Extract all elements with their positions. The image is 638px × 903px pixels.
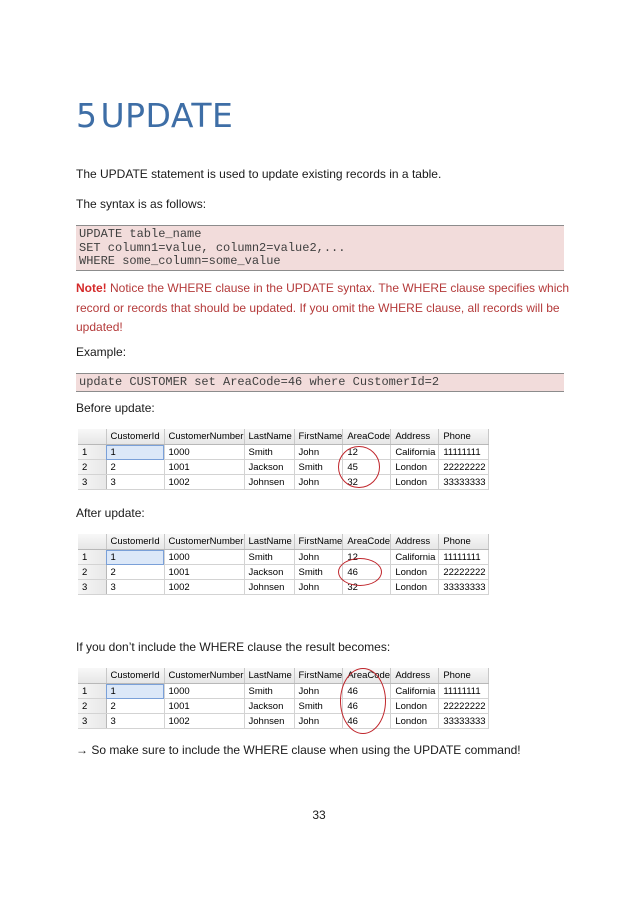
grid-cell[interactable]: 33333333 — [439, 580, 489, 595]
grid-cell[interactable]: 22222222 — [439, 460, 489, 475]
example-code-block — [76, 373, 564, 392]
example-label: Example: — [76, 345, 127, 359]
note-paragraph — [76, 279, 576, 338]
grid-cell[interactable]: 1 — [106, 684, 164, 699]
grid-column-header[interactable]: CustomerId — [106, 668, 164, 684]
grid-cell[interactable]: 1002 — [164, 580, 244, 595]
grid-cell[interactable]: Smith — [294, 699, 343, 714]
highlight-circle — [338, 558, 382, 586]
grid-cell[interactable]: Jackson — [244, 699, 294, 714]
grid-row[interactable] — [78, 550, 489, 565]
grid-cell[interactable]: London — [391, 714, 439, 729]
grid-cell[interactable]: California — [391, 550, 439, 565]
grid-column-header[interactable]: Address — [391, 668, 439, 684]
grid-cell[interactable]: Smith — [244, 550, 294, 565]
grid-row-number[interactable]: 2 — [78, 699, 106, 714]
syntax-code-line: SET column1=value, column2=value2,... — [79, 240, 346, 255]
grid-cell[interactable]: 22222222 — [439, 565, 489, 580]
grid-corner-header — [78, 429, 106, 445]
highlight-circle — [338, 446, 380, 488]
grid-row[interactable] — [78, 460, 489, 475]
grid-cell[interactable]: 2 — [106, 565, 164, 580]
grid-cell[interactable]: Johnsen — [244, 714, 294, 729]
grid-row[interactable] — [78, 565, 489, 580]
grid-cell[interactable]: California — [391, 445, 439, 460]
grid-column-header[interactable]: CustomerNumber — [164, 668, 244, 684]
grid-cell[interactable]: London — [391, 475, 439, 490]
grid-row-number[interactable]: 1 — [78, 550, 106, 565]
grid-cell[interactable]: 3 — [106, 580, 164, 595]
grid-cell[interactable]: John — [294, 550, 343, 565]
section-heading — [76, 96, 233, 135]
grid-row-number[interactable]: 2 — [78, 565, 106, 580]
grid-column-header[interactable]: Phone — [439, 429, 489, 445]
section-number: 5 — [76, 96, 98, 135]
grid-cell[interactable]: 11111111 — [439, 445, 489, 460]
grid-corner-header — [78, 534, 106, 550]
grid-row[interactable] — [78, 714, 489, 729]
after-update-result-grid — [78, 534, 489, 595]
grid-cell[interactable]: 12 — [343, 445, 391, 460]
grid-cell[interactable]: 1000 — [164, 550, 244, 565]
grid-cell[interactable]: London — [391, 460, 439, 475]
grid-cell[interactable]: 46 — [343, 565, 391, 580]
grid-cell[interactable]: Smith — [294, 565, 343, 580]
grid-column-header[interactable]: FirstName — [294, 429, 343, 445]
grid-cell[interactable]: John — [294, 475, 343, 490]
grid-cell[interactable]: Smith — [244, 445, 294, 460]
grid-cell[interactable]: 2 — [106, 699, 164, 714]
grid-cell[interactable]: London — [391, 699, 439, 714]
grid-column-header[interactable]: AreaCode — [343, 534, 391, 550]
grid-row[interactable] — [78, 684, 489, 699]
no-where-label: If you don’t include the WHERE clause the result becomes: — [76, 640, 391, 654]
grid-column-header[interactable]: Phone — [439, 668, 489, 684]
grid-cell[interactable]: 3 — [106, 714, 164, 729]
grid-column-header[interactable]: Address — [391, 534, 439, 550]
grid-cell[interactable]: John — [294, 684, 343, 699]
no-where-result-grid — [78, 668, 489, 729]
syntax-code-line: WHERE some_column=some_value — [79, 254, 281, 268]
grid-row[interactable] — [78, 580, 489, 595]
grid-cell[interactable]: John — [294, 714, 343, 729]
grid-cell[interactable]: Johnsen — [244, 580, 294, 595]
grid-row[interactable] — [78, 475, 489, 490]
grid-cell[interactable]: 1000 — [164, 684, 244, 699]
grid-row-number[interactable]: 3 — [78, 580, 106, 595]
grid-cell[interactable]: 2 — [106, 460, 164, 475]
intro-text: The UPDATE statement is used to update existing records in a table. — [76, 167, 442, 181]
grid-column-header[interactable]: LastName — [244, 429, 294, 445]
grid-cell[interactable]: 1000 — [164, 445, 244, 460]
grid-row-number[interactable]: 3 — [78, 475, 106, 490]
grid-cell[interactable]: Johnsen — [244, 475, 294, 490]
highlight-circle — [340, 668, 386, 734]
grid-cell[interactable]: 1 — [106, 550, 164, 565]
grid-column-header[interactable]: FirstName — [294, 668, 343, 684]
grid-cell[interactable]: 11111111 — [439, 550, 489, 565]
grid-column-header[interactable]: FirstName — [294, 534, 343, 550]
conclusion-text: → So make sure to include the WHERE clause when using the UPDATE command! — [76, 743, 521, 757]
grid-cell[interactable]: 1001 — [164, 460, 244, 475]
grid-column-header[interactable]: LastName — [244, 668, 294, 684]
grid-cell[interactable]: Jackson — [244, 460, 294, 475]
grid-cell[interactable]: 11111111 — [439, 684, 489, 699]
grid-cell[interactable]: John — [294, 445, 343, 460]
grid-cell[interactable]: 33333333 — [439, 714, 489, 729]
grid-cell[interactable]: Jackson — [244, 565, 294, 580]
grid-row-number[interactable]: 3 — [78, 714, 106, 729]
grid-row-number[interactable]: 2 — [78, 460, 106, 475]
grid-row-number[interactable]: 1 — [78, 445, 106, 460]
grid-cell[interactable]: 22222222 — [439, 699, 489, 714]
example-code-line: update CUSTOMER set AreaCode=46 where CustomerId=2 — [79, 375, 440, 389]
page-number: 33 — [312, 808, 326, 822]
grid-column-header[interactable]: LastName — [244, 534, 294, 550]
grid-column-header[interactable]: CustomerNumber — [164, 429, 244, 445]
grid-cell[interactable]: 33333333 — [439, 475, 489, 490]
grid-column-header[interactable]: AreaCode — [343, 668, 391, 684]
grid-column-header[interactable]: CustomerNumber — [164, 534, 244, 550]
grid-cell[interactable]: London — [391, 580, 439, 595]
grid-cell[interactable]: 1001 — [164, 699, 244, 714]
grid-cell[interactable]: 1 — [106, 445, 164, 460]
grid-cell[interactable]: 45 — [343, 460, 391, 475]
grid-row-number[interactable]: 1 — [78, 684, 106, 699]
grid-cell[interactable]: 1002 — [164, 714, 244, 729]
section-title: UPDATE — [100, 96, 234, 135]
grid-cell[interactable]: Smith — [294, 460, 343, 475]
grid-cell[interactable]: 32 — [343, 580, 391, 595]
grid-cell[interactable]: 1002 — [164, 475, 244, 490]
syntax-code-line: UPDATE table_name — [79, 227, 202, 241]
grid-cell[interactable]: Smith — [244, 684, 294, 699]
grid-column-header[interactable]: CustomerId — [106, 534, 164, 550]
grid-column-header[interactable]: Address — [391, 429, 439, 445]
grid-column-header[interactable]: AreaCode — [343, 429, 391, 445]
note-label: Note! — [76, 281, 107, 295]
after-update-label: After update: — [76, 506, 145, 520]
grid-corner-header — [78, 668, 106, 684]
grid-cell[interactable]: 32 — [343, 475, 391, 490]
grid-row[interactable] — [78, 699, 489, 714]
grid-cell[interactable]: 46 — [343, 714, 391, 729]
grid-cell[interactable]: California — [391, 684, 439, 699]
grid-column-header[interactable]: Phone — [439, 534, 489, 550]
grid-cell[interactable]: 1001 — [164, 565, 244, 580]
before-update-result-grid — [78, 429, 489, 490]
grid-cell[interactable]: John — [294, 580, 343, 595]
note-text: Notice the WHERE clause in the UPDATE syntax. The WHERE clause specifies which record or records that should be updated. If you omit the WHERE clause, all records will be updated! — [76, 281, 570, 334]
grid-cell[interactable]: London — [391, 565, 439, 580]
before-update-label: Before update: — [76, 401, 155, 415]
syntax-code-block — [76, 225, 564, 271]
grid-column-header[interactable]: CustomerId — [106, 429, 164, 445]
grid-cell[interactable]: 12 — [343, 550, 391, 565]
grid-row[interactable] — [78, 445, 489, 460]
grid-cell[interactable]: 46 — [343, 684, 391, 699]
grid-cell[interactable]: 46 — [343, 699, 391, 714]
syntax-intro-text: The syntax is as follows: — [76, 197, 207, 211]
grid-cell[interactable]: 3 — [106, 475, 164, 490]
